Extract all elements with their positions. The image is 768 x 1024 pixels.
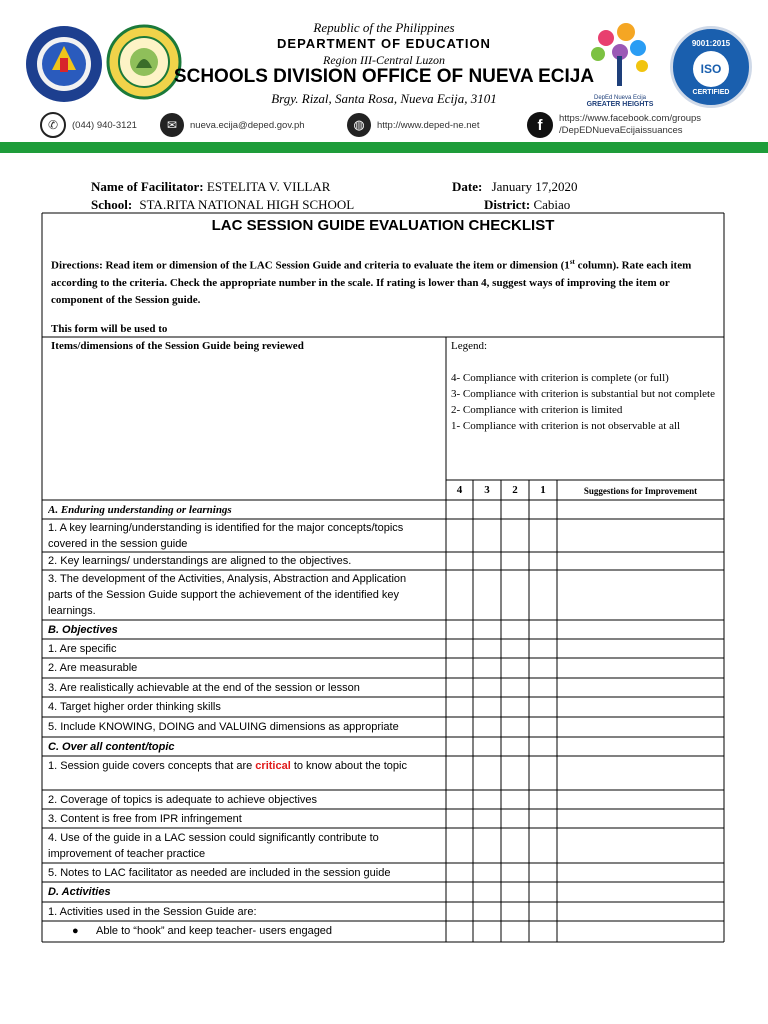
item-c3: 3. Content is free from IPR infringement bbox=[48, 813, 242, 825]
item-a2: 2. Key learnings/ understandings are aligned to the objectives. bbox=[48, 555, 352, 567]
iso-top-text: 9001:2015 bbox=[691, 39, 731, 48]
directions-part2: column). Rate each item according to the criteria. Check the appropriate number in the scale. If rating is lower than 4, suggest ways of improving the item or component of the Session guide. bbox=[51, 259, 692, 306]
directions-part1: Directions: Read item or dimension of the LAC Session Guide and criteria to evaluate the item or dimension (1 bbox=[51, 259, 570, 272]
district-value: Cabiao bbox=[533, 197, 571, 212]
item-b5: 5. Include KNOWING, DOING and VALUING dimensions as appropriate bbox=[48, 721, 399, 733]
section-c-title: C. Over all content/topic bbox=[48, 741, 175, 753]
iso-main-text: ISO bbox=[700, 62, 722, 76]
facebook-line1: https://www.facebook.com/groups bbox=[559, 113, 702, 124]
item-c5: 5. Notes to LAC facilitator as needed are included in the session guide bbox=[48, 867, 391, 879]
email-icon: ✉ bbox=[160, 113, 184, 137]
item-c1-pre: 1. Session guide covers concepts that are bbox=[48, 760, 256, 772]
date-label: Date: bbox=[452, 179, 483, 194]
facebook-line2: /DepEDNuevaEcijaissuances bbox=[559, 125, 683, 136]
item-c1-critical: critical bbox=[255, 760, 291, 772]
legend-title: Legend: bbox=[451, 340, 488, 352]
tagline-line1: DepEd Nueva Ecija bbox=[593, 95, 647, 101]
item-b3: 3. Are realistically achievable at the end of the session or lesson bbox=[48, 682, 360, 694]
legend-item-2: 2- Compliance with criterion is limited bbox=[451, 404, 623, 416]
section-a-title: A. Enduring understanding or learnings bbox=[48, 504, 232, 516]
directions-text bbox=[51, 254, 721, 309]
date-value: January 17,2020 bbox=[491, 179, 578, 194]
scale-header-4: 4 bbox=[456, 484, 463, 496]
directions-superscript: st bbox=[569, 258, 575, 266]
suggestions-header: Suggestions for Improvement bbox=[583, 486, 698, 496]
item-b2: 2. Are measurable bbox=[48, 662, 138, 674]
legend-item-3: 3- Compliance with criterion is substantial but not complete bbox=[451, 388, 715, 400]
item-d1: 1. Activities used in the Session Guide are: bbox=[48, 906, 257, 918]
phone-text: (044) 940-3121 bbox=[72, 119, 137, 131]
bullet-icon: ● bbox=[72, 925, 79, 937]
district-label: District: bbox=[484, 197, 531, 212]
email-text: nueva.ecija@deped.gov.ph bbox=[190, 119, 305, 131]
item-d1-bullet bbox=[72, 923, 442, 939]
scale-header-3: 3 bbox=[484, 484, 490, 496]
item-c2: 2. Coverage of topics is adequate to achieve objectives bbox=[48, 794, 318, 806]
item-a3: 3. The development of the Activities, Analysis, Abstraction and Application parts of the Session Guide support the achievement of the identified key learnings. bbox=[48, 573, 407, 617]
website-text: http://www.deped-ne.net bbox=[377, 119, 480, 131]
tagline-line2: GREATER HEIGHTS bbox=[586, 101, 654, 108]
legend-item-1: 1- Compliance with criterion is not observable at all bbox=[451, 420, 681, 432]
item-a1: 1. A key learning/understanding is identified for the major concepts/topics covered in the session guide bbox=[48, 522, 404, 550]
usage-text: This form will be used to bbox=[51, 323, 168, 335]
item-b1: 1. Are specific bbox=[48, 643, 117, 655]
item-c1-post: to know about the topic bbox=[290, 760, 407, 772]
item-b4: 4. Target higher order thinking skills bbox=[48, 701, 221, 713]
scale-header-1: 1 bbox=[540, 484, 546, 496]
section-b-title: B. Objectives bbox=[48, 624, 118, 636]
scale-header-2: 2 bbox=[512, 484, 518, 496]
republic-line: Republic of the Philippines bbox=[313, 20, 455, 35]
address-line: Brgy. Rizal, Santa Rosa, Nueva Ecija, 3101 bbox=[271, 91, 497, 106]
item-c1 bbox=[48, 758, 428, 774]
facilitator-label: Name of Facilitator: bbox=[91, 179, 204, 194]
region-line: Region III-Central Luzon bbox=[323, 53, 445, 67]
items-header: Items/dimensions of the Session Guide being reviewed bbox=[51, 340, 304, 352]
form-title: LAC SESSION GUIDE EVALUATION CHECKLIST bbox=[211, 217, 555, 234]
globe-icon: ◍ bbox=[347, 113, 371, 137]
facilitator-value: ESTELITA V. VILLAR bbox=[206, 179, 331, 194]
section-d-title: D. Activities bbox=[48, 886, 111, 898]
office-line: SCHOOLS DIVISION OFFICE OF NUEVA ECIJA bbox=[173, 66, 595, 87]
facebook-icon: f bbox=[527, 112, 553, 138]
school-value: STA.RITA NATIONAL HIGH SCHOOL bbox=[139, 197, 355, 212]
item-c4: 4. Use of the guide in a LAC session could significantly contribute to improvement of teacher practice bbox=[48, 832, 379, 860]
phone-icon: ✆ bbox=[40, 112, 66, 138]
iso-bottom-text: CERTIFIED bbox=[692, 89, 730, 96]
school-label: School: bbox=[91, 197, 133, 212]
legend bbox=[451, 338, 721, 434]
item-d1-bullet-text: Able to “hook” and keep teacher- users engaged bbox=[96, 925, 333, 937]
department-line: DEPARTMENT OF EDUCATION bbox=[277, 36, 491, 51]
legend-item-4: 4- Compliance with criterion is complete (or full) bbox=[451, 372, 669, 384]
